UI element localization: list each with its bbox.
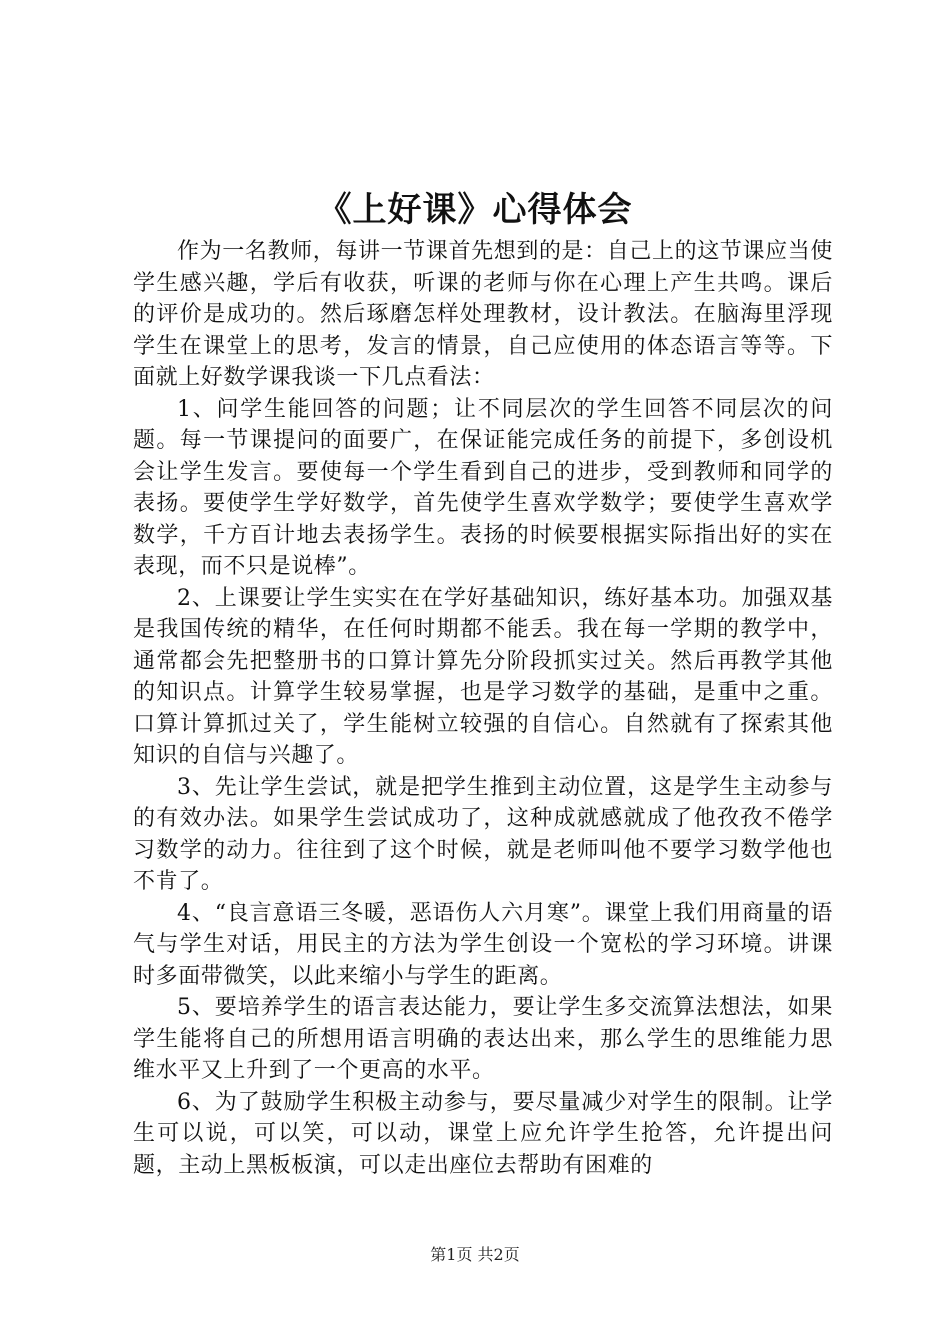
- paragraph-point-2: 2、上课要让学生实实在在学好基础知识，练好基本功。加强双基是我国传统的精华，在任何时期都不能丢。我在每一学期的教学中，通常都会先把整册书的口算计算先分阶段抓实过关。然后再教学其他的知识点。计算学生较易掌握，也是学习数学的基础，是重中之重。口算计算抓过关了，学生能树立较强的自信心。自然就有了探索其他知识的自信与兴趣了。: [133, 585, 833, 768]
- paragraph-point-4: 4、“良言意语三冬暖，恶语伤人六月寒”。课堂上我们用商量的语气与学生对话，用民主的方法为学生创设一个宽松的学习环境。讲课时多面带微笑，以此来缩小与学生的距离。: [133, 900, 833, 989]
- page-number-footer: 第1页 共2页: [430, 1245, 520, 1264]
- paragraph-intro: 作为一名教师，每讲一节课首先想到的是：自己上的这节课应当使学生感兴趣，学后有收获，听课的老师与你在心理上产生共鸣。课后的评价是成功的。然后琢磨怎样处理教材，设计教法。在脑海里浮现学生在课堂上的思考，发言的情景，自己应使用的体态语言等等。下面就上好数学课我谈一下几点看法：: [133, 239, 833, 390]
- paragraph-point-5: 5、要培养学生的语言表达能力，要让学生多交流算法想法，如果学生能将自己的所想用语言明确的表达出来，那么学生的思维能力思维水平又上升到了一个更高的水平。: [133, 995, 833, 1083]
- paragraph-point-3: 3、先让学生尝试，就是把学生推到主动位置，这是学生主动参与的有效办法。如果学生尝试成功了，这种成就感就成了他孜孜不倦学习数学的动力。往往到了这个时候，就是老师叫他不要学习数学他也不肯了。: [133, 774, 833, 894]
- paragraph-point-1: 1、问学生能回答的问题；让不同层次的学生回答不同层次的问题。每一节课提问的面要广，在保证能完成任务的前提下，多创设机会让学生发言。要使每一个学生看到自己的进步，受到教师和同学的表扬。要使学生学好数学，首先使学生喜欢学数学；要使学生喜欢学数学，千方百计地去表扬学生。表扬的时候要根据实际指出好的实在表现，而不只是说棒”。: [133, 396, 833, 579]
- paragraph-point-6: 6、为了鼓励学生积极主动参与，要尽量减少对学生的限制。让学生可以说，可以笑，可以动，课堂上应允许学生抢答，允许提出问题，主动上黑板板演，可以走出座位去帮助有困难的: [133, 1089, 833, 1178]
- document-title: 《上好课》心得体会: [317, 190, 633, 230]
- document-body: [133, 236, 833, 1181]
